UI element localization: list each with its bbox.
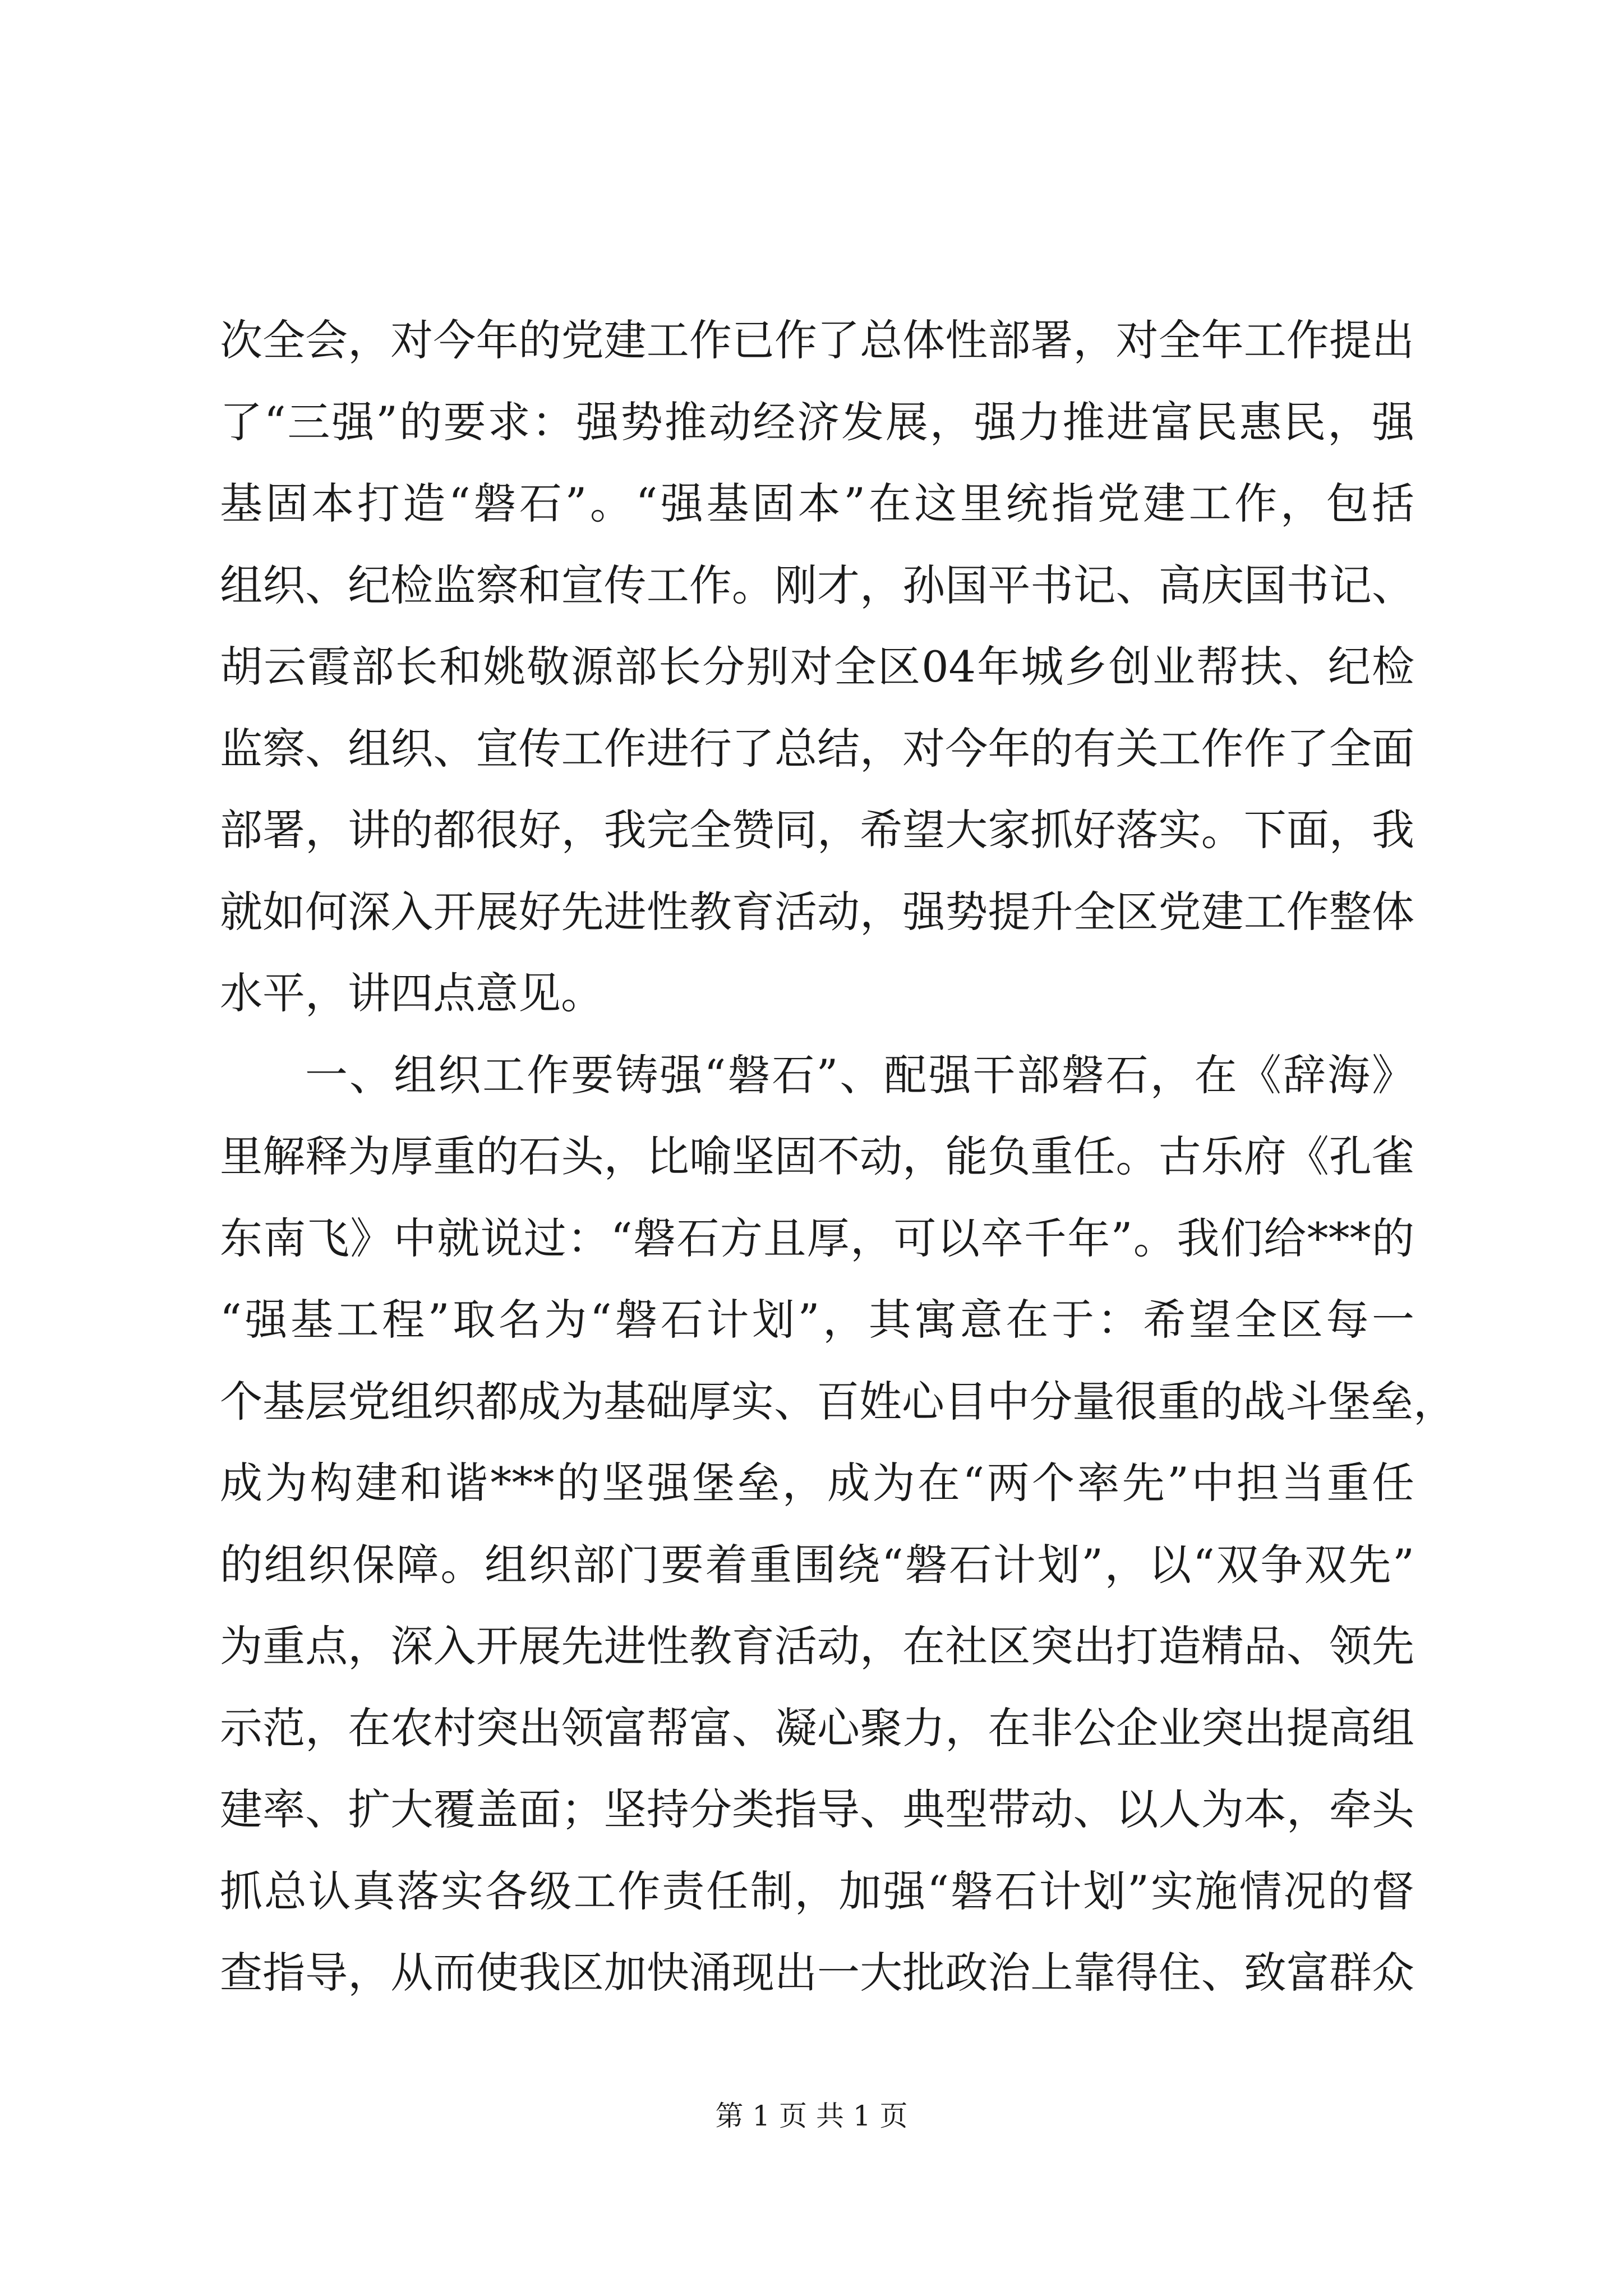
text-line: 抓总认真落实各级工作责任制，加强“磐石计划”实施情况的督 <box>220 1866 1414 1916</box>
text-line: 示范，在农村突出领富帮富、凝心聚力，在非公企业突出提高组 <box>220 1703 1414 1753</box>
text-line: 部署，讲的都很好，我完全赞同，希望大家抓好落实。下面，我 <box>220 805 1414 855</box>
text-line: 基固本打造“磐石”。“强基固本”在这里统指党建工作，包括 <box>220 478 1414 528</box>
text-line: 次全会，对今年的党建工作已作了总体性部署，对全年工作提出 <box>220 315 1414 365</box>
text-line: 就如何深入开展好先进性教育活动，强势提升全区党建工作整体 <box>220 886 1414 937</box>
text-line: “强基工程”取名为“磐石计划”，其寓意在于：希望全区每一 <box>220 1295 1414 1345</box>
text-line: 监察、组织、宣传工作进行了总结，对今年的有关工作作了全面 <box>220 723 1414 774</box>
text-line: 成为构建和谐***的坚强堡垒，成为在“两个率先”中担当重任 <box>220 1458 1414 1508</box>
text-line: 个基层党组织都成为基础厚实、百姓心目中分量很重的战斗堡垒， <box>220 1376 1456 1427</box>
document-body <box>220 300 1456 2014</box>
text-line: 查指导，从而使我区加快涌现出一大批政治上靠得住、致富群众 <box>220 1948 1414 1998</box>
text-line: 了“三强”的要求：强势推动经济发展，强力推进富民惠民，强 <box>220 397 1414 447</box>
text-line: 组织、纪检监察和宣传工作。刚才，孙国平书记、高庆国书记、 <box>220 560 1414 610</box>
text-line: 水平，讲四点意见。 <box>220 968 603 1018</box>
paragraph <box>220 1034 1456 2014</box>
text-line: 的组织保障。组织部门要着重围绕“磐石计划”，以“双争双先” <box>220 1539 1414 1590</box>
text-line: 建率、扩大覆盖面；坚持分类指导、典型带动、以人为本，牵头 <box>220 1784 1414 1834</box>
text-line: 一、组织工作要铸强“磐石”、配强干部磐石，在《辞海》 <box>305 1050 1414 1100</box>
paragraph <box>220 300 1414 1034</box>
text-line: 为重点，深入开展先进性教育活动，在社区突出打造精品、领先 <box>220 1621 1414 1671</box>
text-line: 里解释为厚重的石头，比喻坚固不动，能负重任。古乐府《孔雀 <box>220 1131 1414 1181</box>
text-line: 东南飞》中就说过：“磐石方且厚，可以卒千年”。我们给***的 <box>220 1213 1414 1263</box>
page-footer: 第 1 页 共 1 页 <box>715 2100 908 2132</box>
text-line: 胡云霞部长和姚敬源部长分别对全区04年城乡创业帮扶、纪检 <box>220 642 1414 692</box>
